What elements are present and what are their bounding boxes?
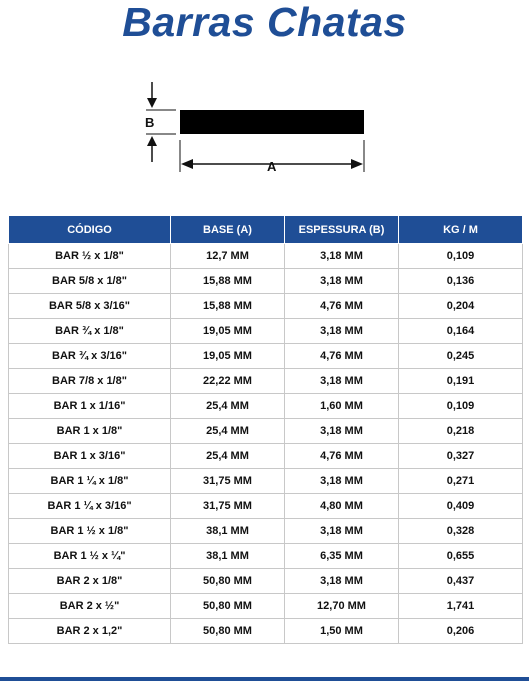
cell-codigo: BAR 2 x 1/8" — [9, 569, 171, 594]
table-header-row — [9, 216, 523, 244]
cell-kg-m: 0,409 — [399, 494, 523, 519]
cell-codigo: BAR 1 x 1/16" — [9, 394, 171, 419]
cell-kg-m: 0,245 — [399, 344, 523, 369]
cell-kg-m: 0,206 — [399, 619, 523, 644]
cell-base: 38,1 MM — [171, 544, 285, 569]
table-row — [9, 369, 523, 394]
table-row — [9, 544, 523, 569]
cell-codigo: BAR 1 ¼ x 3/16" — [9, 494, 171, 519]
table-row — [9, 469, 523, 494]
specs-table-container — [8, 215, 522, 644]
cell-codigo: BAR ½ x 1/8" — [9, 244, 171, 269]
cell-base: 31,75 MM — [171, 469, 285, 494]
cell-espessura: 4,76 MM — [285, 444, 399, 469]
cell-kg-m: 1,741 — [399, 594, 523, 619]
cell-codigo: BAR 5/8 x 3/16" — [9, 294, 171, 319]
cell-espessura: 4,76 MM — [285, 344, 399, 369]
label-a: A — [267, 159, 277, 174]
cell-codigo: BAR ¾ x 1/8" — [9, 319, 171, 344]
table-row — [9, 344, 523, 369]
cell-base: 25,4 MM — [171, 394, 285, 419]
cell-codigo: BAR 1 ½ x ¼" — [9, 544, 171, 569]
cell-codigo: BAR ¾ x 3/16" — [9, 344, 171, 369]
cell-codigo: BAR 1 ¼ x 1/8" — [9, 469, 171, 494]
cell-kg-m: 0,136 — [399, 269, 523, 294]
header-codigo: CÓDIGO — [9, 216, 171, 244]
cell-base: 12,7 MM — [171, 244, 285, 269]
cell-base: 25,4 MM — [171, 419, 285, 444]
table-row — [9, 269, 523, 294]
flat-bar-shape — [180, 110, 364, 134]
cell-base: 50,80 MM — [171, 619, 285, 644]
cell-espessura: 1,60 MM — [285, 394, 399, 419]
cell-kg-m: 0,109 — [399, 394, 523, 419]
table-row — [9, 569, 523, 594]
cell-codigo: BAR 2 x ½" — [9, 594, 171, 619]
bar-diagram-svg — [0, 70, 529, 180]
table-row — [9, 294, 523, 319]
cell-base: 50,80 MM — [171, 594, 285, 619]
cell-kg-m: 0,191 — [399, 369, 523, 394]
cell-codigo: BAR 7/8 x 1/8" — [9, 369, 171, 394]
table-row — [9, 519, 523, 544]
specs-table — [8, 215, 523, 644]
cell-espessura: 3,18 MM — [285, 469, 399, 494]
cell-base: 25,4 MM — [171, 444, 285, 469]
cell-codigo: BAR 2 x 1,2" — [9, 619, 171, 644]
cell-espessura: 3,18 MM — [285, 319, 399, 344]
a-arrow-right-head — [351, 159, 363, 169]
bar-dimension-diagram — [0, 70, 529, 180]
footer-divider — [0, 677, 529, 681]
a-arrow-left-head — [181, 159, 193, 169]
cell-kg-m: 0,271 — [399, 469, 523, 494]
header-base: BASE (A) — [171, 216, 285, 244]
cell-espessura: 1,50 MM — [285, 619, 399, 644]
cell-codigo: BAR 1 x 1/8" — [9, 419, 171, 444]
cell-codigo: BAR 5/8 x 1/8" — [9, 269, 171, 294]
table-row — [9, 444, 523, 469]
cell-espessura: 3,18 MM — [285, 244, 399, 269]
cell-base: 15,88 MM — [171, 294, 285, 319]
table-row — [9, 319, 523, 344]
cell-kg-m: 0,327 — [399, 444, 523, 469]
table-row — [9, 419, 523, 444]
b-arrow-top-head — [147, 98, 157, 108]
cell-kg-m: 0,437 — [399, 569, 523, 594]
table-row — [9, 394, 523, 419]
cell-kg-m: 0,109 — [399, 244, 523, 269]
table-row — [9, 594, 523, 619]
header-espessura: ESPESSURA (B) — [285, 216, 399, 244]
page-title: Barras Chatas — [122, 0, 407, 45]
cell-espessura: 12,70 MM — [285, 594, 399, 619]
table-row — [9, 244, 523, 269]
cell-espessura: 4,76 MM — [285, 294, 399, 319]
cell-espessura: 3,18 MM — [285, 419, 399, 444]
cell-espessura: 3,18 MM — [285, 369, 399, 394]
cell-base: 50,80 MM — [171, 569, 285, 594]
cell-kg-m: 0,204 — [399, 294, 523, 319]
cell-codigo: BAR 1 ½ x 1/8" — [9, 519, 171, 544]
cell-kg-m: 0,655 — [399, 544, 523, 569]
cell-base: 19,05 MM — [171, 344, 285, 369]
cell-base: 15,88 MM — [171, 269, 285, 294]
b-arrow-bottom-head — [147, 136, 157, 146]
cell-base: 31,75 MM — [171, 494, 285, 519]
cell-kg-m: 0,218 — [399, 419, 523, 444]
cell-base: 38,1 MM — [171, 519, 285, 544]
cell-espessura: 3,18 MM — [285, 269, 399, 294]
cell-base: 22,22 MM — [171, 369, 285, 394]
cell-codigo: BAR 1 x 3/16" — [9, 444, 171, 469]
cell-espessura: 3,18 MM — [285, 519, 399, 544]
cell-base: 19,05 MM — [171, 319, 285, 344]
label-b: B — [145, 115, 155, 130]
cell-espessura: 4,80 MM — [285, 494, 399, 519]
table-row — [9, 494, 523, 519]
header-kg-m: KG / M — [399, 216, 523, 244]
table-row — [9, 619, 523, 644]
cell-espessura: 3,18 MM — [285, 569, 399, 594]
cell-kg-m: 0,164 — [399, 319, 523, 344]
cell-espessura: 6,35 MM — [285, 544, 399, 569]
cell-kg-m: 0,328 — [399, 519, 523, 544]
